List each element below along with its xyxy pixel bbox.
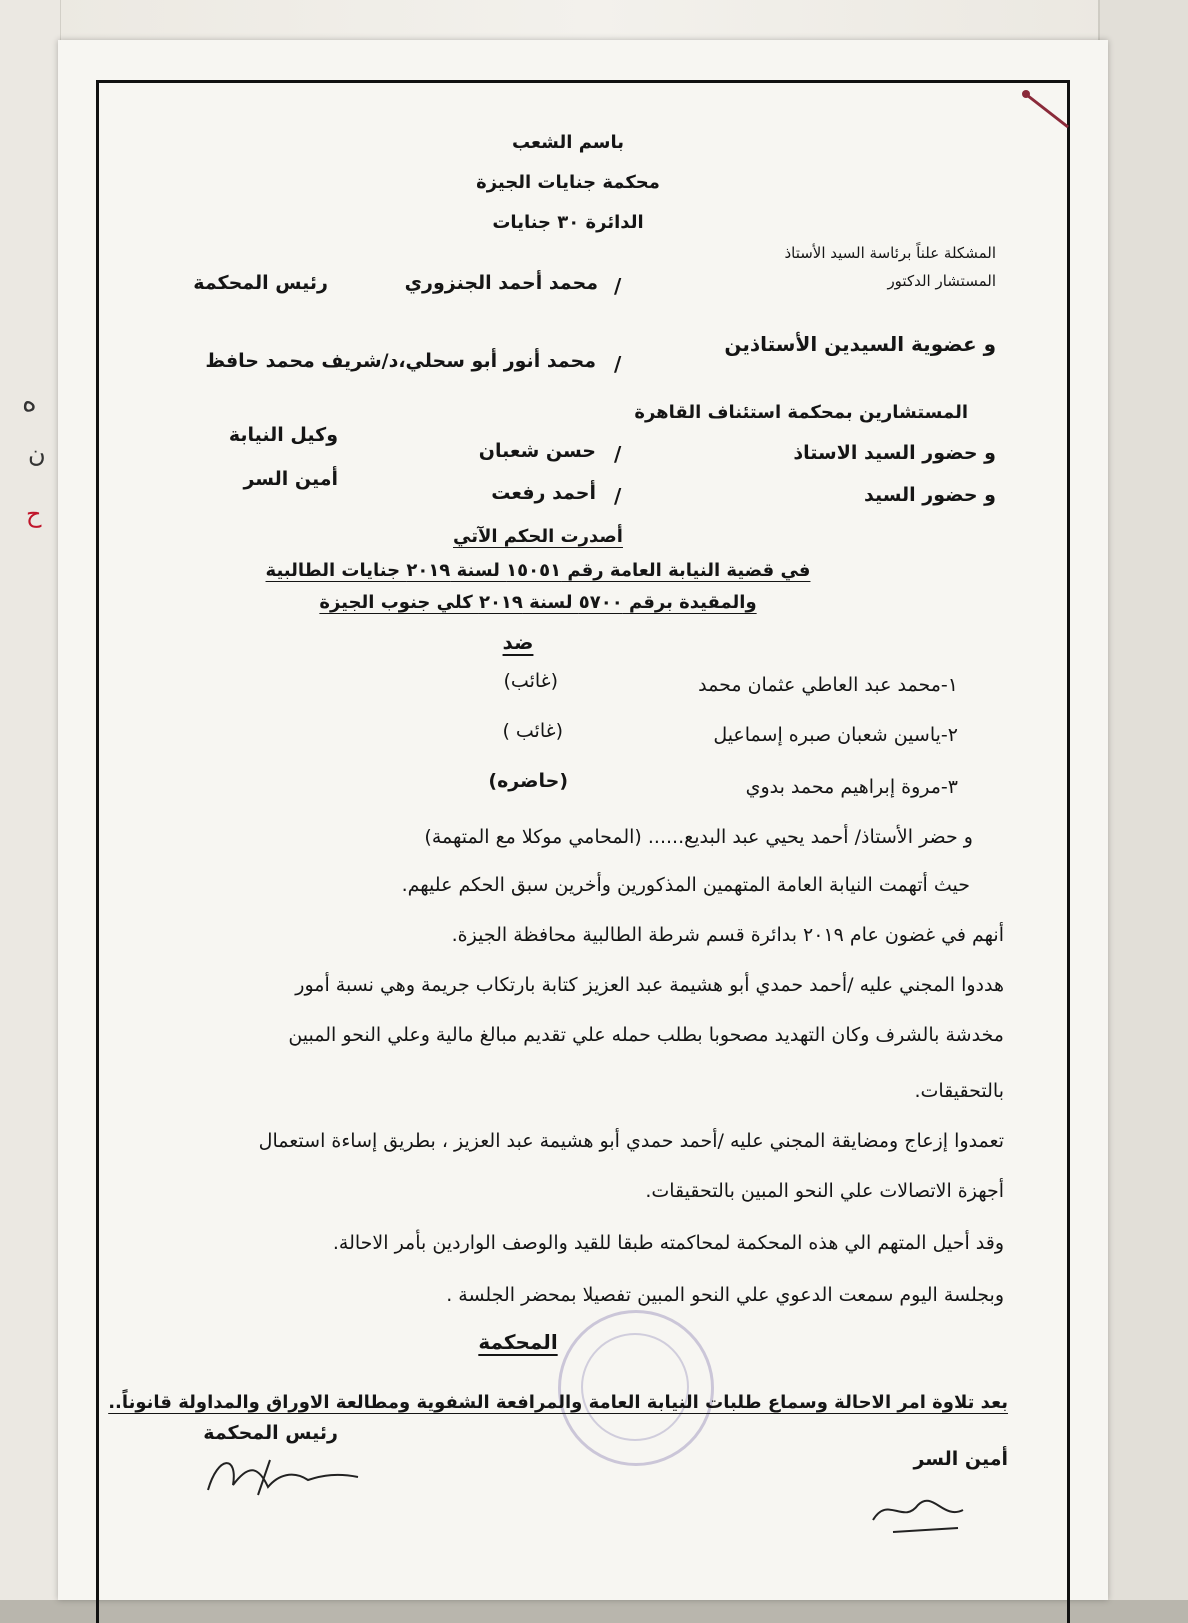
defendant-name: ٢-ياسين شعبان صبره إسماعيل — [713, 724, 958, 746]
against-label: ضد — [502, 630, 534, 654]
separator: / — [614, 352, 622, 376]
members-label: و عضوية السيدين الأستاذين — [724, 332, 996, 356]
members-court: المستشارين بمحكمة استئناف القاهرة — [634, 402, 968, 423]
case-line-1: في قضية النيابة العامة رقم ١٥٠٥١ لسنة ٢٠١٩ جنايات الطالبية — [265, 560, 811, 581]
prosecutor-name: حسن شعبان — [478, 440, 596, 462]
separator: / — [614, 442, 622, 466]
lawyer-line: و حضر الأستاذ/ أحمد يحيي عبد البديع...... (المحامي موكلا مع المتهمة) — [424, 826, 973, 848]
separator: / — [614, 274, 622, 298]
margin-scribble: ه — [22, 385, 37, 418]
court-heading: المحكمة — [478, 1330, 558, 1354]
defendant-status: (غائب) — [503, 670, 558, 692]
secretary-handwritten-signature — [863, 1480, 983, 1540]
defendant-status: (حاضره) — [488, 770, 568, 792]
after-reading-line: بعد تلاوة امر الاحالة وسماع طلبات النيابة العامة والمرافعة الشفوية ومطالعة الاوراق والمداولة قانوناً.. — [108, 1392, 1008, 1413]
chief-handwritten-signature — [198, 1435, 368, 1505]
underlying-sheet-right — [1098, 0, 1188, 1600]
secretary-role: أمين السر — [243, 468, 338, 490]
accusation-line: حيث أتهمت النيابة العامة المتهمين المذكورين وأخرين سبق الحكم عليهم. — [401, 874, 970, 896]
charge-1-line-3: بالتحقيقات. — [914, 1080, 1004, 1102]
presiding-role: رئيس المحكمة — [193, 272, 328, 294]
counselor-label: المستشار الدكتور — [887, 272, 996, 290]
defendant-status: (غائب ) — [502, 720, 563, 742]
underlying-sheet-left — [0, 0, 61, 1600]
judgment-page — [58, 40, 1108, 1600]
margin-red-mark: ح — [26, 500, 42, 528]
separator: / — [614, 484, 622, 508]
secretary-label: و حضور السيد — [863, 484, 996, 506]
prosecutor-role: وكيل النيابة — [228, 424, 338, 446]
charge-2-line-2: أجهزة الاتصالات علي النحو المبين بالتحقيقات. — [645, 1180, 1004, 1202]
time-place-line: أنهم في غضون عام ٢٠١٩ بدائرة قسم شرطة الطالبية محافظة الجيزة. — [451, 924, 1004, 946]
chief-signature-label: رئيس المحكمة — [203, 1422, 338, 1444]
presiding-judge-name: محمد أحمد الجنزوري — [404, 272, 598, 294]
prosecutor-label: و حضور السيد الاستاذ — [793, 442, 996, 464]
session-line: وبجلسة اليوم سمعت الدعوي علي النحو المبين تفصيلا بمحضر الجلسة . — [446, 1284, 1004, 1306]
defendant-name: ١-محمد عبد العاطي عثمان محمد — [698, 674, 958, 696]
header-title: باسم الشعب — [511, 132, 625, 153]
margin-scribble: ن — [28, 440, 46, 468]
court-name: محكمة جنايات الجيزة — [476, 172, 660, 193]
case-line-2: والمقيدة برقم ٥٧٠٠ لسنة ٢٠١٩ كلي جنوب الجيزة — [319, 592, 757, 613]
formed-label: المشكلة علناً برئاسة السيد الأستاذ — [784, 244, 996, 262]
members-names: محمد أنور أبو سحلي،د/شريف محمد حافظ — [205, 350, 596, 372]
charge-1-line-1: هددوا المجني عليه /أحمد حمدي أبو هشيمة عبد العزيز كتابة بارتكاب جريمة وهي نسبة أمور — [295, 974, 1004, 996]
circuit-name: الدائرة ٣٠ جنايات — [492, 212, 644, 233]
secretary-name: أحمد رفعت — [491, 482, 596, 504]
charge-1-line-2: مخدشة بالشرف وكان التهديد مصحوبا بطلب حمله علي تقديم مبالغ مالية وعلي النحو المبين — [288, 1024, 1004, 1046]
corner-scribble — [1018, 82, 1078, 142]
verdict-issued: أصدرت الحكم الآتي — [453, 526, 623, 547]
secretary-signature-label: أمين السر — [913, 1448, 1008, 1470]
defendant-name: ٣-مروة إبراهيم محمد بدوي — [745, 776, 958, 798]
charge-2-line-1: تعمدوا إزعاج ومضايقة المجني عليه /أحمد حمدي أبو هشيمة عبد العزيز ، بطريق إساءة استعمال — [258, 1130, 1004, 1152]
referral-line: وقد أحيل المتهم الي هذه المحكمة لمحاكمته طبقا للقيد والوصف الواردين بأمر الاحالة. — [332, 1232, 1004, 1254]
court-stamp — [558, 1310, 714, 1466]
